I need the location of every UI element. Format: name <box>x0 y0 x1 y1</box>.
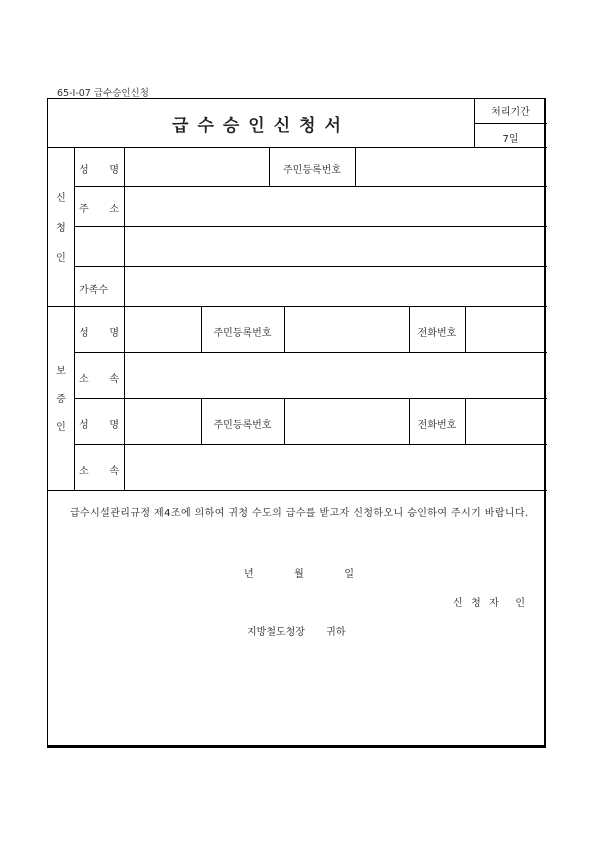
signer-line: 신 청 자 인 <box>453 594 525 609</box>
guarantor1-affiliation-label: 소 속 <box>79 374 119 385</box>
applicant-name-field[interactable] <box>125 148 269 186</box>
guarantor2-phone-label: 전화번호 <box>417 420 457 431</box>
guarantor1-phone-field[interactable] <box>466 307 546 352</box>
processing-period-value: 7일 <box>502 134 519 145</box>
guarantor2-phone-field[interactable] <box>466 399 546 444</box>
guarantor2-name-label: 성 명 <box>79 420 119 431</box>
family-count-label: 가족수 <box>79 285 108 296</box>
guarantor1-name-field[interactable] <box>125 307 201 352</box>
guarantor2-affiliation-label: 소 속 <box>79 466 119 477</box>
processing-period-label: 처리기간 <box>491 107 530 118</box>
guarantor2-rrn-label: 주민등록번호 <box>213 420 272 431</box>
guarantor1-affiliation-field[interactable] <box>125 353 546 398</box>
date-year: 년 <box>244 569 254 580</box>
application-date <box>244 565 354 580</box>
guarantor1-rrn-field[interactable] <box>285 307 409 352</box>
applicant-name-label: 성 명 <box>79 165 119 176</box>
family-count-field[interactable] <box>125 267 546 306</box>
guarantor2-name-field[interactable] <box>125 399 201 444</box>
recipient-honorific: 귀하 <box>326 627 346 638</box>
guarantor2-affiliation-field[interactable] <box>125 445 546 490</box>
guarantor1-name-label: 성 명 <box>79 328 119 339</box>
applicant-address-label: 주 소 <box>79 204 119 215</box>
form-title: 급수승인신청서 <box>172 115 350 136</box>
applicant-address-field-2[interactable] <box>125 227 546 266</box>
guarantor2-rrn-field[interactable] <box>285 399 409 444</box>
form-code: 65-Ⅰ-07 급수승인신청 <box>57 88 149 99</box>
applicant-address-field[interactable] <box>125 187 546 226</box>
guarantor1-rrn-label: 주민등록번호 <box>213 328 272 339</box>
recipient-line <box>247 623 363 638</box>
date-day: 일 <box>344 569 354 580</box>
guarantor1-phone-label: 전화번호 <box>417 328 457 339</box>
date-month: 월 <box>294 569 304 580</box>
applicant-rrn-label: 주민등록번호 <box>283 165 341 176</box>
recipient-office: 지방철도청장 <box>247 627 305 638</box>
application-statement: 급수시설관리규정 제4조에 의하여 귀청 수도의 급수를 받고자 신청하오니 승인하여 주시기 바랍니다. <box>70 508 529 519</box>
application-form: 급수승인신청서 처리기간 7일 신 청 인 성 명 주민등록번호 주 소 가족수 보 증 인 성 명 주민등록번호 전화번호 소 속 성 명 주민등록번호 전화번호 소 속 급수시설관리규정 제4조에 의하여 귀청 수도의 급수를 받고자 신청하오니 승인하여 주시기 바랍니다. 년 월 일 신 청 자 인 지방철도청장 귀하 <box>47 98 546 748</box>
seal-mark: 인 <box>515 598 525 609</box>
applicant-rrn-field[interactable] <box>356 148 546 186</box>
